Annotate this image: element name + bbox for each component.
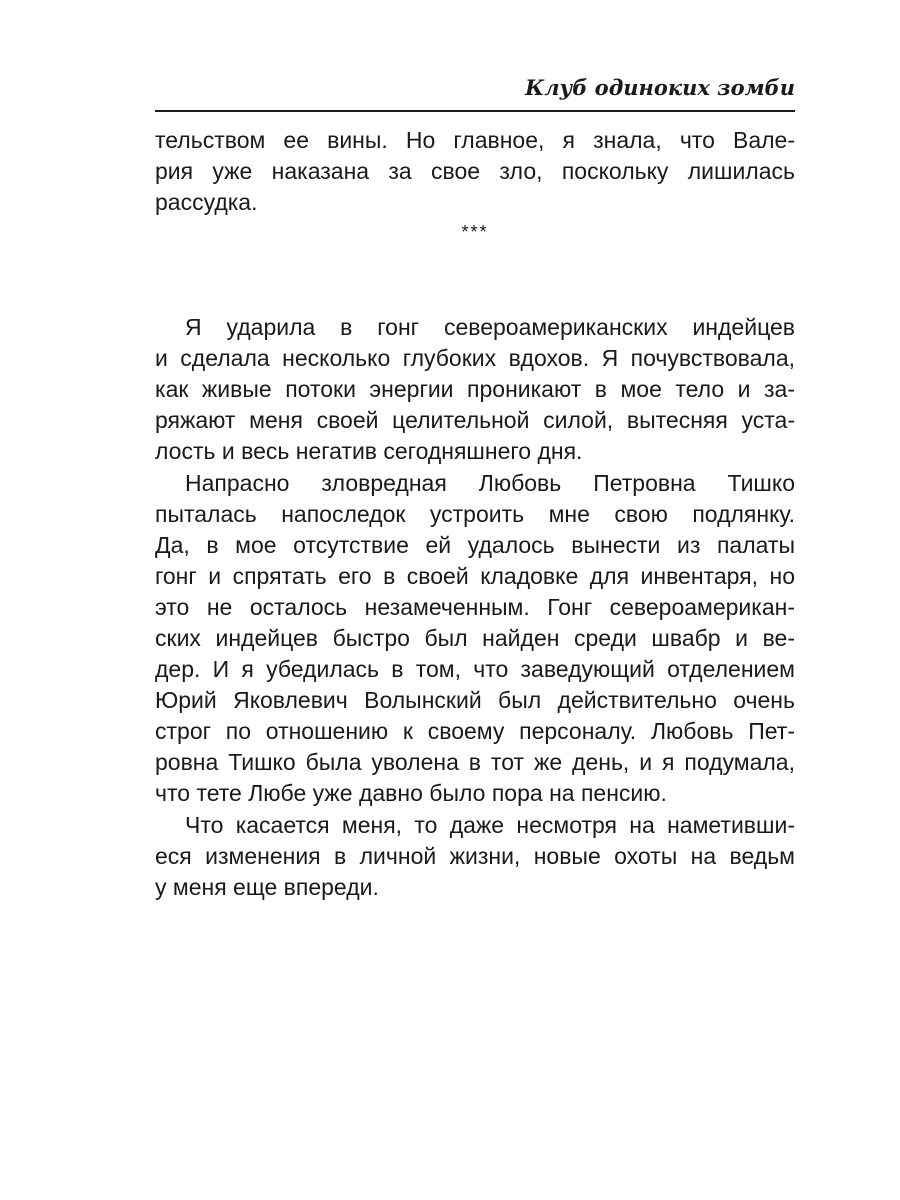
- text-line: дер. И я убедилась в том, что заведующий отделением: [155, 656, 795, 682]
- text-line: Да, в мое отсутствие ей удалось вынести из палаты: [155, 532, 795, 558]
- text-line: ряжают меня своей целительной силой, вытесняя уста-: [155, 407, 795, 433]
- text-line: Что касается меня, то даже несмотря на наметивши-: [185, 812, 795, 838]
- running-header: Клуб одиноких зомби: [525, 75, 795, 100]
- paragraph: [155, 810, 795, 903]
- paragraph: [155, 312, 795, 467]
- text-line: как живые потоки энергии проникают в мое тело и за-: [155, 376, 795, 402]
- text-line: Напрасно зловредная Любовь Петровна Тишко: [185, 470, 795, 496]
- paragraph-continuation: [155, 125, 795, 218]
- text-line: что тете Любе уже давно было пора на пенсию.: [155, 780, 667, 806]
- text-line: гонг и спрятать его в своей кладовке для инвентаря, но: [155, 563, 795, 589]
- text-line: Я ударила в гонг североамериканских индейцев: [185, 314, 795, 340]
- text-line: Юрий Яковлевич Волынский был действительно очень: [155, 687, 795, 713]
- text-line: рия уже наказана за свое зло, поскольку лишилась: [155, 158, 795, 184]
- text-line: это не осталось незамеченным. Гонг североамерикан-: [155, 594, 795, 620]
- text-line: еся изменения в личной жизни, новые охоты на ведьм: [155, 843, 795, 869]
- section-separator: ***: [461, 222, 489, 242]
- text-line: у меня еще впереди.: [155, 874, 379, 900]
- text-line: пыталась напоследок устроить мне свою подлянку.: [155, 501, 795, 527]
- text-line: тельством ее вины. Но главное, я знала, что Вале-: [155, 127, 795, 153]
- text-line: рассудка.: [155, 189, 258, 215]
- text-line: лость и весь негатив сегодняшнего дня.: [155, 438, 583, 464]
- text-line: строг по отношению к своему персоналу. Любовь Пет-: [155, 718, 795, 744]
- text-line: ских индейцев быстро был найден среди швабр и ве-: [155, 625, 795, 651]
- text-line: ровна Тишко была уволена в тот же день, и я подумала,: [155, 749, 795, 775]
- paragraph: [155, 468, 795, 809]
- header-rule: [155, 110, 795, 112]
- text-line: и сделала несколько глубоких вдохов. Я почувствовала,: [155, 345, 795, 371]
